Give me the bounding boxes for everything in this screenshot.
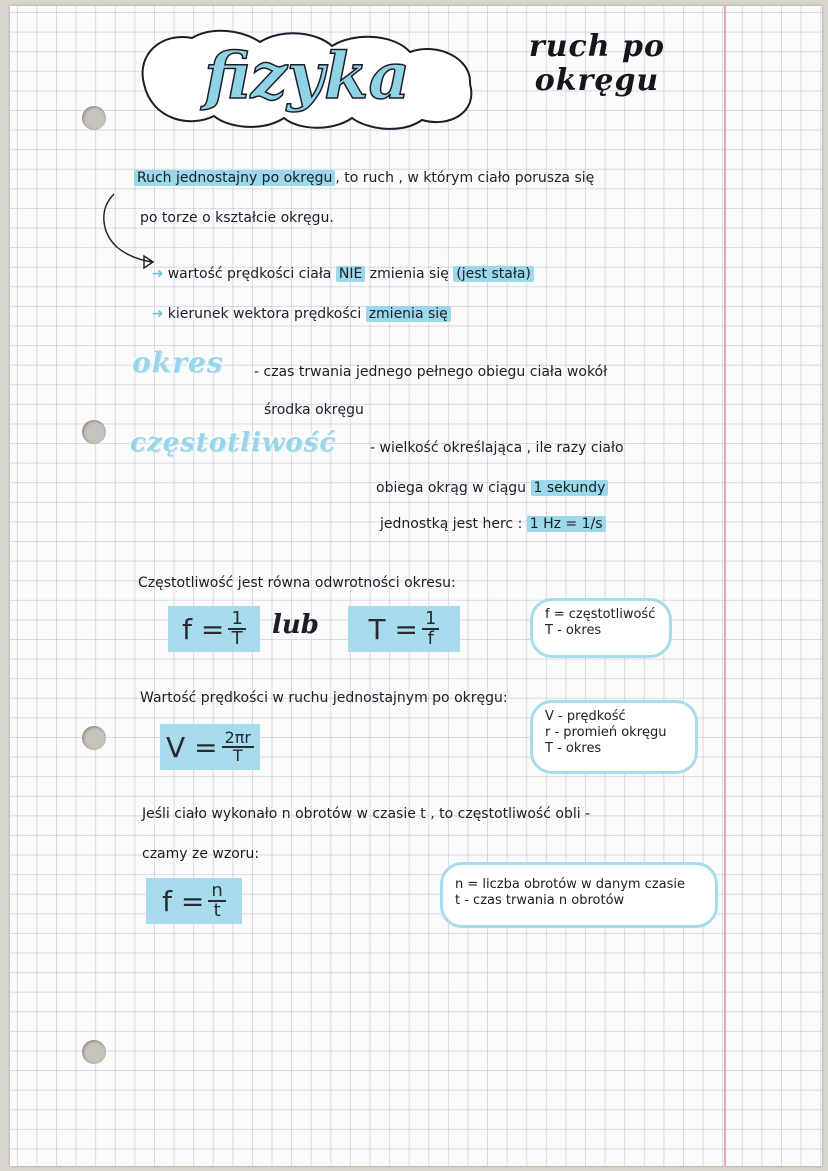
formula-numerator: n — [208, 882, 225, 902]
property-text: kierunek wektora prędkości — [167, 306, 366, 322]
formula-denominator: f — [427, 628, 434, 649]
formula-numerator: 1 — [228, 610, 245, 630]
property-highlight: zmienia się — [366, 306, 451, 322]
legend-cloud-relation — [530, 598, 672, 658]
definition-highlight: Ruch jednostajny po okręgu — [134, 170, 335, 186]
formula-lhs: T = — [368, 612, 418, 646]
relation-text: Częstotliwość jest równa odwrotności okresu: — [138, 575, 456, 591]
revolutions-text-1: Jeśli ciało wykonało n obrotów w czasie t , to częstotliwość obli - — [142, 806, 591, 822]
formula-lhs: V = — [166, 730, 218, 764]
margin-line — [724, 6, 726, 1166]
legend-cloud-velocity — [530, 700, 698, 774]
formula-denominator: T — [232, 746, 243, 765]
legend-line: n = liczba obrotów w danym czasie — [455, 877, 686, 892]
czestotliwosc-definition-2 — [376, 480, 608, 496]
czestotliwosc-definition-1: - wielkość określająca , ile razy ciało — [370, 440, 624, 456]
definition-text: obiega okrąg w ciągu — [376, 480, 531, 496]
formula-lhs: f = — [162, 884, 205, 918]
okres-definition-2: środka okręgu — [264, 402, 364, 418]
arrow-bullet-icon: ➜ — [152, 266, 164, 282]
title-bubble-lettering — [132, 24, 482, 132]
title-text: fizyka — [204, 39, 410, 114]
punch-hole — [82, 420, 106, 444]
definition-highlight: 1 sekundy — [531, 480, 609, 496]
velocity-text: Wartość prędkości w ruchu jednostajnym po okręgu: — [140, 690, 508, 706]
legend-line: f = częstotliwość — [545, 607, 656, 622]
definition-line-1 — [134, 170, 594, 186]
revolutions-text-2: czamy ze wzoru: — [142, 846, 260, 862]
definition-line-2: po torze o kształcie okręgu. — [140, 210, 334, 226]
arrow-bullet-icon: ➜ — [152, 306, 164, 322]
legend-line: T - okres — [545, 623, 602, 638]
legend-line: V - prędkość — [545, 709, 626, 724]
formula-numerator: 1 — [422, 610, 439, 630]
subtitle-line: ruch po — [528, 29, 666, 64]
property-text: wartość prędkości ciała — [167, 266, 336, 282]
punch-hole — [82, 1040, 106, 1064]
definition-text: jednostką jest herc : — [380, 516, 527, 532]
formula-f-equals-1-over-T — [168, 606, 260, 652]
property-text: zmienia się — [365, 266, 454, 282]
legend-cloud-revolutions — [440, 862, 718, 928]
term-okres: okres — [132, 346, 224, 379]
lub-word: lub — [272, 610, 319, 640]
definition-text: , to ruch , w którym ciało porusza się — [335, 170, 595, 186]
legend-line: r - promień okręgu — [545, 725, 667, 740]
formula-lhs: f = — [182, 612, 225, 646]
property-highlight: (jest stała) — [453, 266, 534, 282]
punch-hole — [82, 106, 106, 130]
legend-line: t - czas trwania n obrotów — [455, 893, 625, 908]
property-highlight: NIE — [336, 266, 365, 282]
okres-definition-1: - czas trwania jednego pełnego obiegu ciała wokół — [254, 364, 608, 380]
topic-subtitle — [502, 30, 692, 98]
formula-denominator: t — [213, 900, 221, 921]
property-item-2 — [152, 306, 451, 322]
czestotliwosc-definition-3 — [380, 516, 606, 532]
curved-arrow-icon — [100, 190, 160, 280]
punch-hole — [82, 726, 106, 750]
unit-highlight: 1 Hz = 1/s — [527, 516, 606, 532]
property-item-1 — [152, 266, 534, 282]
formula-denominator: T — [231, 628, 243, 649]
term-czestotliwosc: częstotliwość — [130, 428, 337, 458]
formula-velocity — [160, 724, 260, 770]
formula-f-equals-n-over-t — [146, 878, 242, 924]
legend-line: T - okres — [545, 741, 602, 756]
formula-T-equals-1-over-f — [348, 606, 460, 652]
subtitle-line: okręgu — [534, 63, 660, 98]
formula-numerator: 2πr — [222, 730, 254, 748]
